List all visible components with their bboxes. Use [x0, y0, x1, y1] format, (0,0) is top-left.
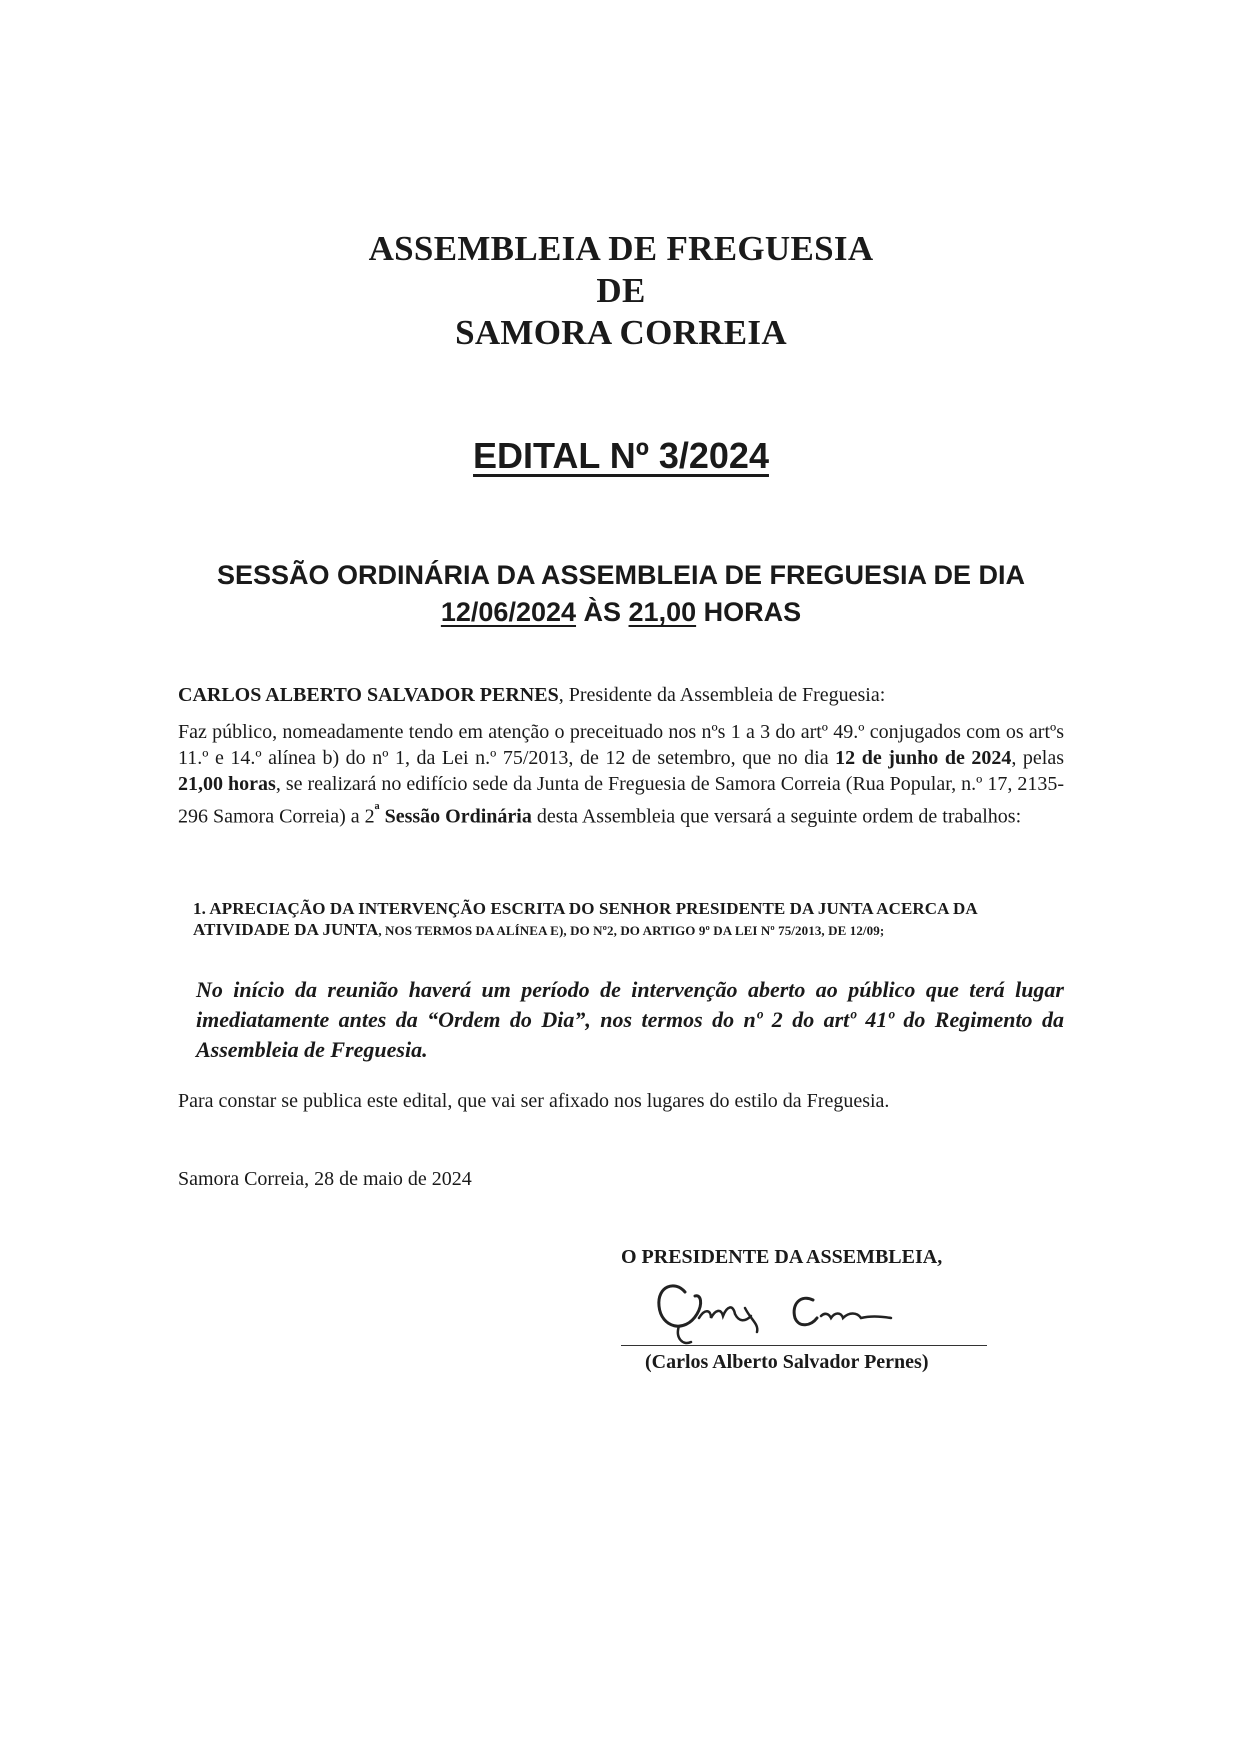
meeting-date: 12 de junho de 2024 [835, 747, 1012, 769]
session-date: 12/06/2024 [440, 597, 577, 627]
meeting-time: 21,00 horas [178, 773, 276, 795]
header-line-1: ASSEMBLEIA DE FREGUESIA [368, 229, 874, 268]
session-at: ÀS [576, 597, 629, 627]
signature-line [621, 1345, 987, 1346]
session-title [0, 557, 1242, 631]
handwritten-signature [645, 1272, 915, 1352]
edital-title-text: EDITAL Nº 3/2024 [473, 435, 769, 476]
place-and-date: Samora Correia, 28 de maio de 2024 [178, 1168, 472, 1190]
agenda-item-main: 1. APRECIAÇÃO DA INTERVENÇÃO ESCRITA DO SENHOR PRESIDENTE DA JUNTA ACERCA DA ATIVIDADE DA JUNTA [193, 899, 977, 939]
agenda-item-1 [193, 898, 1067, 941]
header-line-3: SAMORA CORREIA [455, 313, 787, 352]
main-part-3: , se realizará no edifício sede da Junta de Freguesia de Samora Correia (Rua Popular, n.º 17, 2135-296 Samora Correia) a 2 [178, 773, 1064, 828]
session-title-line-1: SESSÃO ORDINÁRIA DA ASSEMBLEIA DE FREGUESIA DE DIA [216, 560, 1026, 590]
signatory-name: (Carlos Alberto Salvador Pernes) [645, 1351, 929, 1373]
president-intro [178, 682, 1064, 708]
president-role: , Presidente da Assembleia de Freguesia: [558, 684, 886, 706]
main-paragraph [178, 719, 1064, 830]
edital-title [0, 434, 1242, 478]
session-type: Sessão Ordinária [379, 805, 532, 828]
assembly-header [0, 228, 1242, 354]
header-line-2: DE [596, 271, 646, 310]
session-time: 21,00 [628, 597, 697, 627]
publish-statement: Para constar se publica este edital, que vai ser afixado nos lugares do estilo da Freguesia. [178, 1090, 890, 1112]
session-title-line-2 [0, 594, 1242, 631]
agenda-item-reference: , NOS TERMOS DA ALÍNEA E), DO Nº2, DO ARTIGO 9º DA LEI Nº 75/2013, DE 12/09; [378, 923, 885, 938]
president-name: CARLOS ALBERTO SALVADOR PERNES [178, 684, 559, 706]
main-part-2: , pelas [1011, 747, 1065, 769]
session-hours: HORAS [696, 597, 802, 627]
public-intervention-notice: No início da reunião haverá um período de intervenção aberto ao público que terá lugar imediatamente antes da “Ordem do Dia”, nos termos do nº 2 do artº 41º do Regimento da Assembleia de Freguesia. [196, 977, 1064, 1062]
signatory-title: O PRESIDENTE DA ASSEMBLEIA, [621, 1246, 943, 1268]
main-part-4: desta Assembleia que versará a seguinte ordem de trabalhos: [531, 805, 1022, 828]
main-part-1: Faz público, nomeadamente tendo em atenção o preceituado nos nºs 1 a 3 do artº 49.º conjugados com os artºs 11.º e 14.º alínea b) do nº 1, da Lei n.º 75/2013, de 12 de setembro, que no dia [178, 721, 1064, 769]
ordinal-mark: ª [374, 800, 380, 819]
